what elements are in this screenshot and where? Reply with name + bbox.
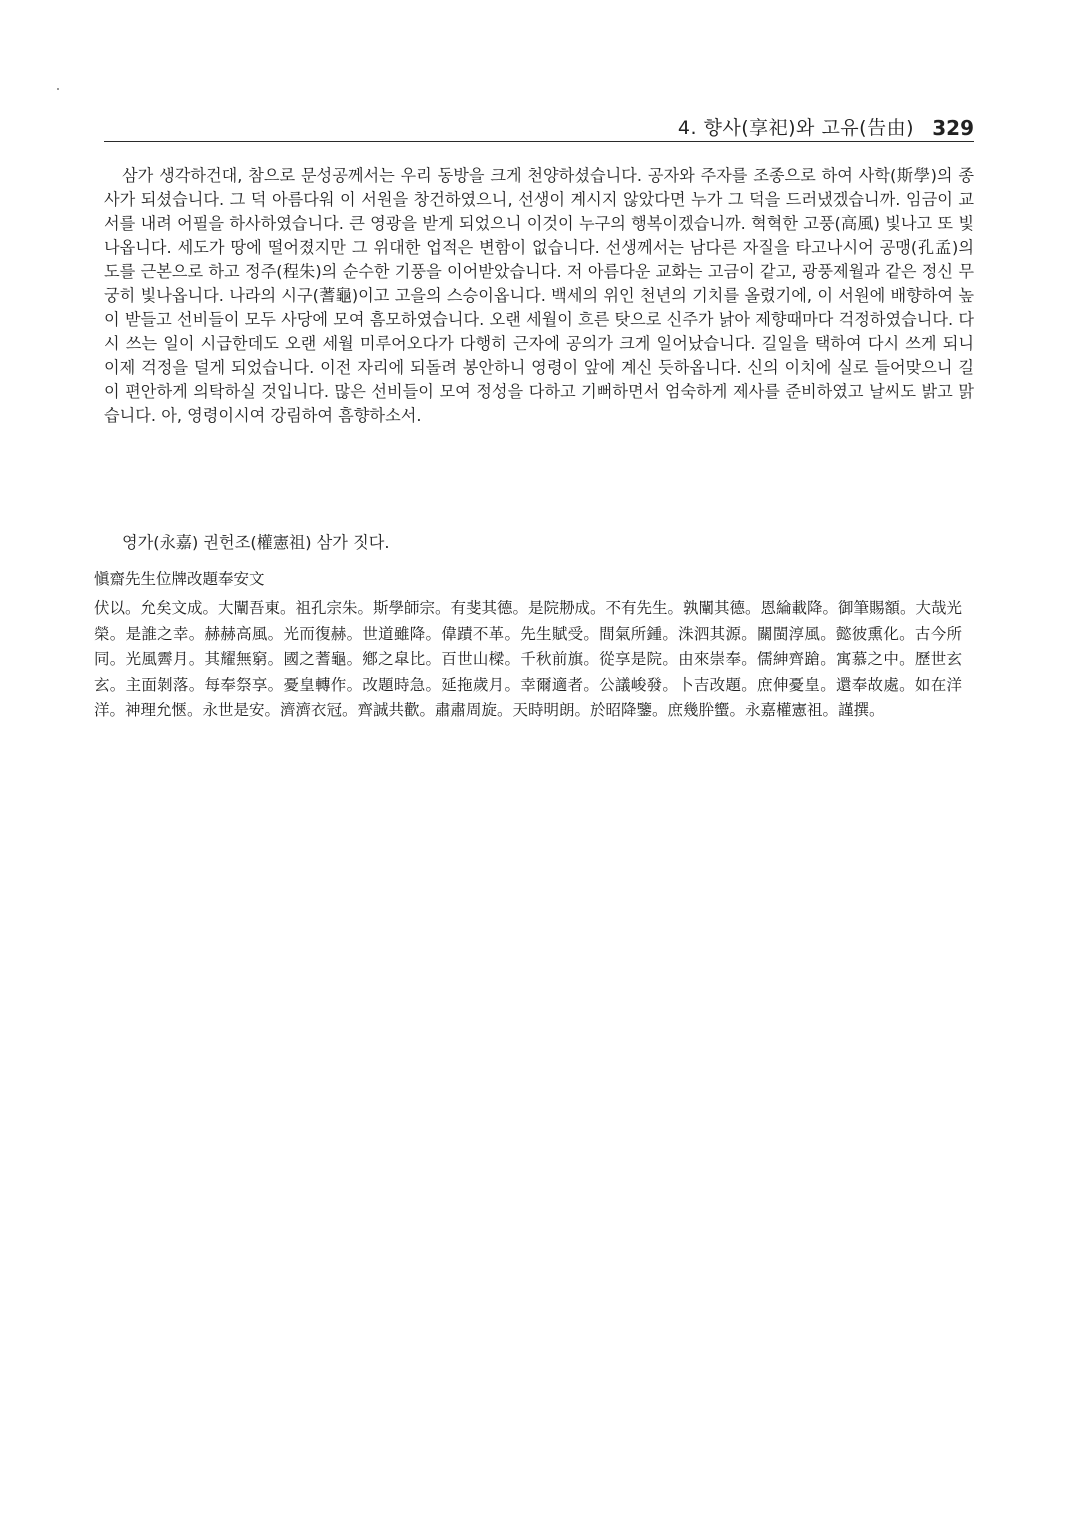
hanja-document-title: 愼齋先生位牌改題奉安文 (94, 570, 265, 588)
header-rule (104, 141, 974, 142)
scan-speck (57, 88, 59, 90)
korean-author-line: 영가(永嘉) 권헌조(權憲祖) 삼가 짓다. (122, 533, 390, 552)
page-number: 329 (926, 116, 974, 140)
korean-translation-paragraph: 삼가 생각하건대, 참으로 문성공께서는 우리 동방을 크게 천양하셨습니다. 공자와 주자를 조종으로 하여 사학(斯學)의 종사가 되셨습니다. 그 덕 아름다워 이 서원을 창건하였으니, 선생이 계시지 않았다면 누가 그 덕을 드러냈겠습니까. 임금이 교서를 내려 어필을 하사하였습니다. 큰 영광을 받게 되었으니 이것이 누구의 행복이겠습니까. 혁혁한 고풍(高風) 빛나고 또 빛나옵니다. 세도가 땅에 떨어졌지만 그 위대한 업적은 변함이 없습니다. 선생께서는 남다른 자질을 타고나시어 공맹(孔孟)의 도를 근본으로 하고 정주(程朱)의 순수한 기풍을 이어받았습니다. 저 아름다운 교화는 고금이 같고, 광풍제월과 같은 정신 무궁히 빛나옵니다. 나라의 시구(蓍龜)이고 고을의 스승이옵니다. 백세의 위인 천년의 기치를 올렸기에, 이 서원에 배향하여 높이 받들고 선비들이 모두 사당에 모여 흠모하였습니다. 오랜 세월이 흐른 탓으로 신주가 낡아 제향때마다 걱정하였습니다. 다시 쓰는 일이 시급한데도 오랜 세월 미루어오다가 다행히 근자에 공의가 크게 일어났습니다. 길일을 택하여 다시 쓰게 되니 이제 걱정을 덜게 되었습니다. 이전 자리에 되돌려 봉안하니 영령이 앞에 계신 듯하옵니다. 신의 이치에 실로 들어맞으니 길이 편안하게 의탁하실 것입니다. 많은 선비들이 모여 정성을 다하고 기뻐하면서 엄숙하게 제사를 준비하였고 날씨도 밝고 맑습니다. 아, 영령이시여 강림하여 흠향하소서. (104, 166, 974, 425)
chapter-title: 4. 향사(享祀)와 고유(告由) (670, 113, 914, 140)
hanja-original-text: 伏以。允矣文成。大闡吾東。祖孔宗朱。斯學師宗。有斐其德。是院刱成。不有先生。孰闡其德。恩綸載降。御筆賜額。大哉光榮。是誰之幸。赫赫高風。光而復赫。世道雖降。偉蹟不革。先生賦受。間氣所鍾。洙泗其源。關閩淳風。懿彼熏化。古今所同。光風霽月。其耀無窮。國之蓍龜。鄕之皐比。百世山樑。千秋前旗。從享是院。由來崇奉。儒紳齊蹌。寓慕之中。歷世玄玄。主面剝落。每奉祭享。憂皇轉作。改題時急。延拖歲月。幸爾適者。公議峻發。卜吉改題。庶伸憂皇。還奉故處。如在洋洋。神理允愜。永世是安。濟濟衣冠。齊誠共歡。肅肅周旋。天時明朗。於昭降鑒。庶幾肸蠁。永嘉權憲祖。謹撰。 (94, 599, 963, 719)
running-header (104, 114, 974, 142)
